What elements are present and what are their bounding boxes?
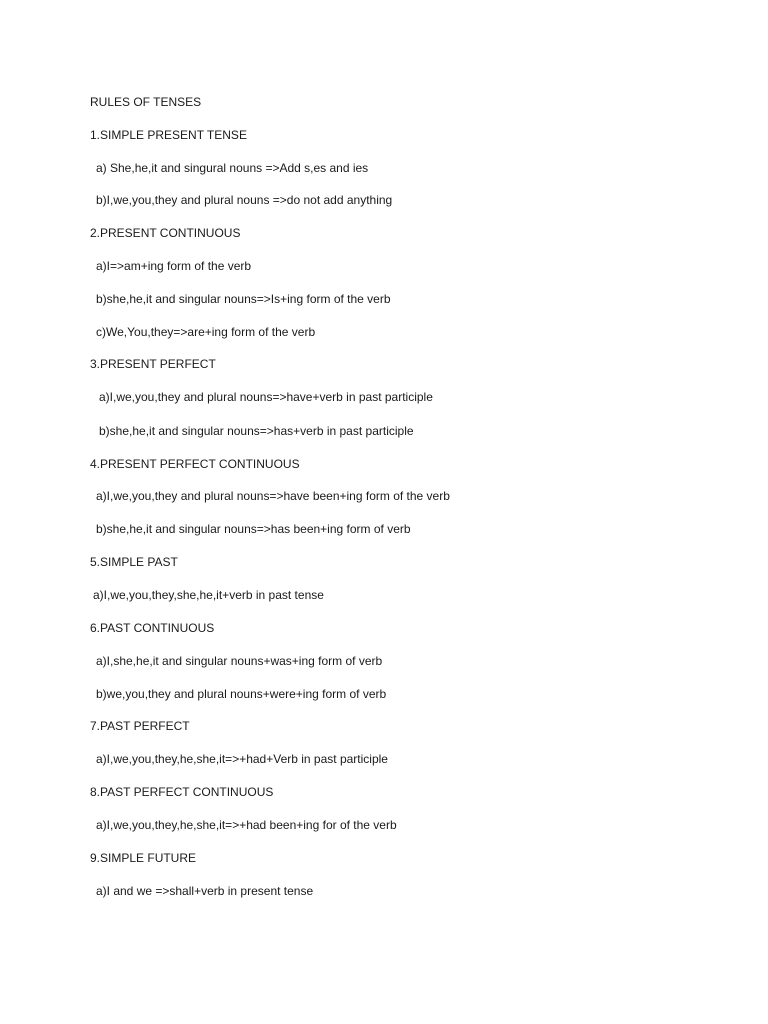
rule-item: c)We,You,they=>are+ing form of the verb (96, 325, 316, 339)
section-heading-past-perfect: 7.PAST PERFECT (90, 719, 190, 733)
section-heading-past-continuous: 6.PAST CONTINUOUS (90, 621, 215, 635)
rule-item: b)she,he,it and singular nouns=>has+verb in past participle (99, 424, 414, 438)
rule-item: b)we,you,they and plural nouns+were+ing form of verb (96, 687, 387, 701)
section-heading-present-perfect: 3.PRESENT PERFECT (90, 357, 216, 371)
rule-item: a)I,we,you,they and plural nouns=>have been+ing form of the verb (96, 489, 450, 503)
rule-item: a)I=>am+ing form of the verb (96, 259, 252, 273)
section-heading-simple-past: 5.SIMPLE PAST (90, 555, 178, 569)
rule-item: a)I,we,you,they,he,she,it=>+had been+ing for of the verb (96, 818, 397, 832)
document-title: RULES OF TENSES (90, 95, 202, 109)
section-heading-past-perfect-continuous: 8.PAST PERFECT CONTINUOUS (90, 785, 274, 799)
section-heading-simple-present: 1.SIMPLE PRESENT TENSE (90, 128, 247, 142)
rule-item: a)I,we,you,they and plural nouns=>have+verb in past participle (99, 390, 433, 404)
rule-item: b)she,he,it and singular nouns=>has been+ing form of verb (96, 522, 411, 536)
rule-item: a)I,we,you,they,he,she,it=>+had+Verb in past participle (96, 752, 388, 766)
section-heading-simple-future: 9.SIMPLE FUTURE (90, 851, 197, 865)
rule-item: b)she,he,it and singular nouns=>Is+ing form of the verb (96, 292, 391, 306)
section-heading-present-perfect-continuous: 4.PRESENT PERFECT CONTINUOUS (90, 457, 300, 471)
rule-item: a) She,he,it and singural nouns =>Add s,es and ies (96, 161, 369, 175)
rule-item: a)I,we,you,they,she,he,it+verb in past tense (93, 588, 324, 602)
rule-item: b)I,we,you,they and plural nouns =>do not add anything (96, 193, 393, 207)
section-heading-present-continuous: 2.PRESENT CONTINUOUS (90, 226, 241, 240)
rule-item: a)I,she,he,it and singular nouns+was+ing form of verb (96, 654, 383, 668)
rule-item: a)I and we =>shall+verb in present tense (96, 884, 314, 898)
